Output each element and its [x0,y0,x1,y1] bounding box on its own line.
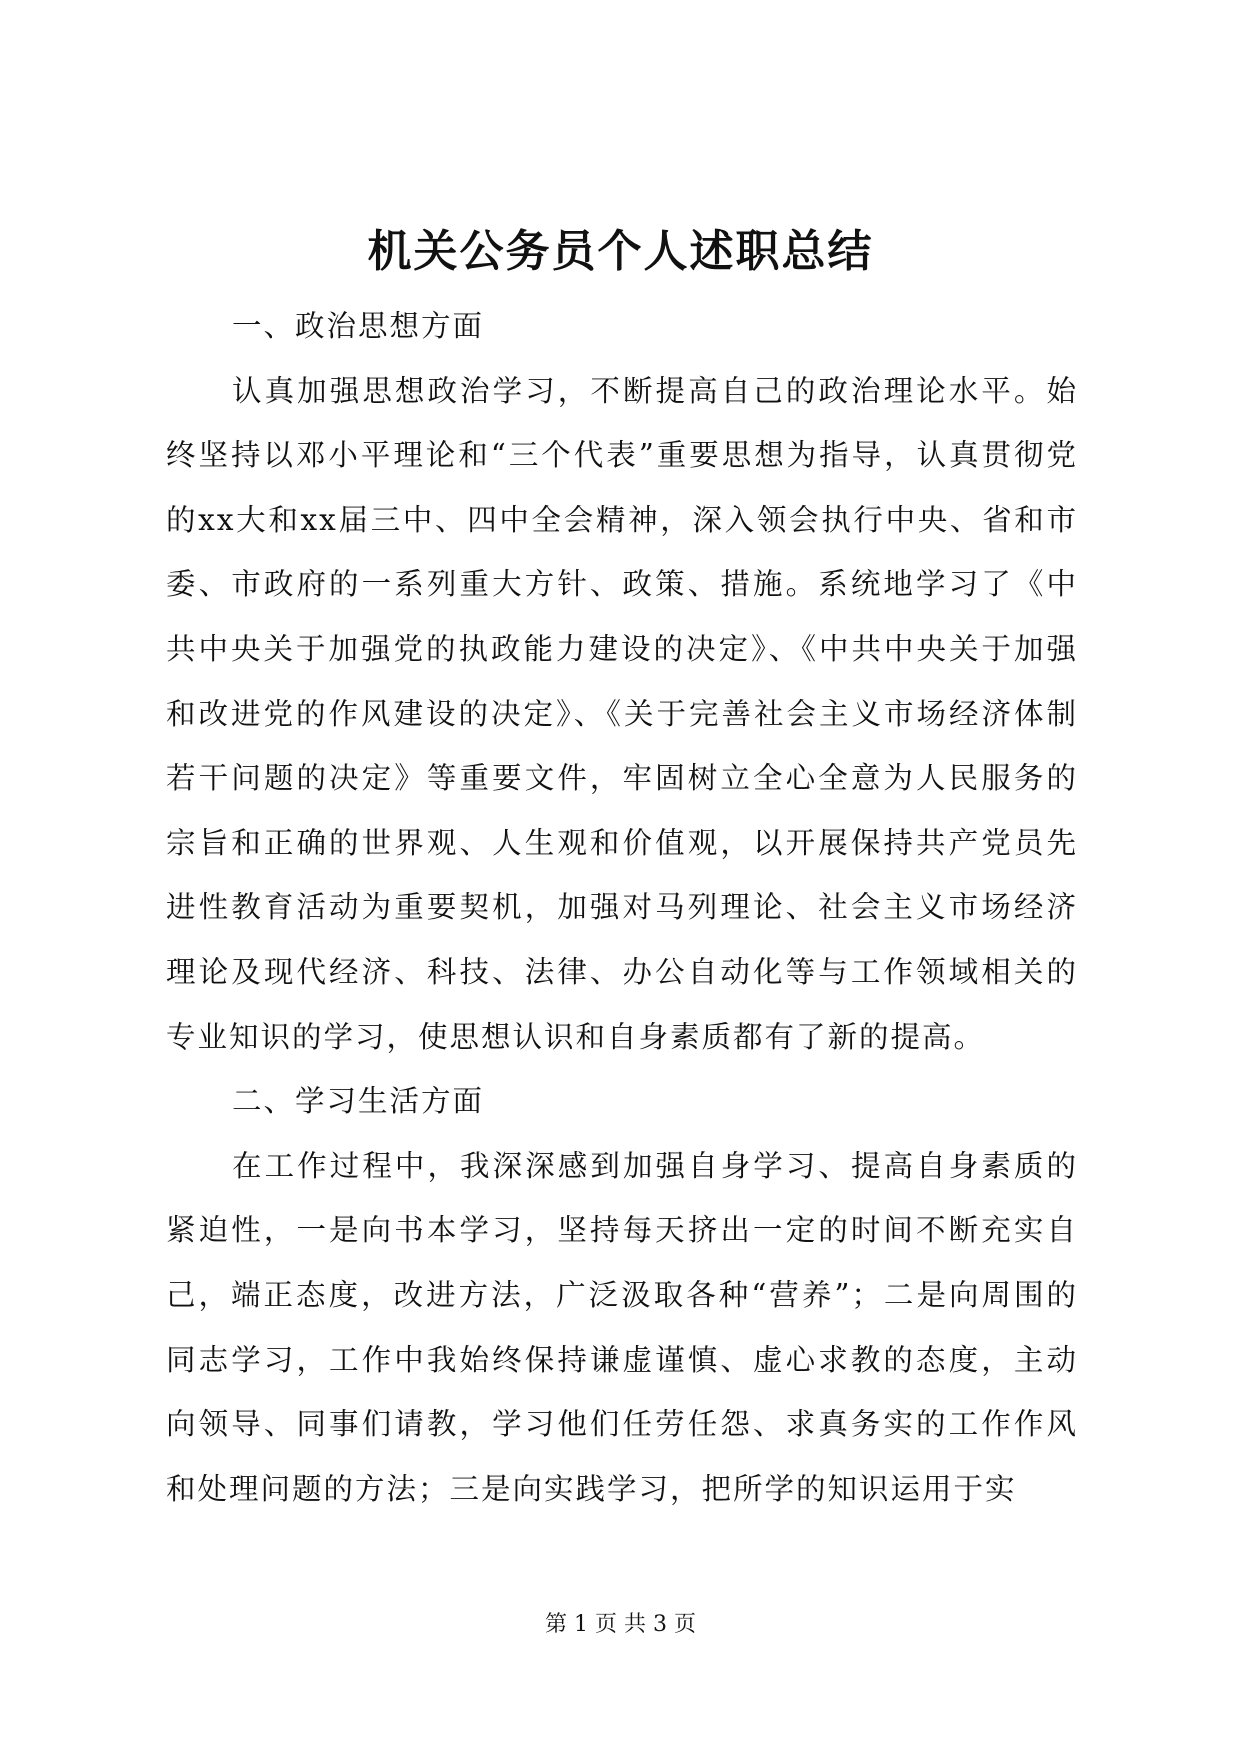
document-title: 机关公务员个人述职总结 [367,226,874,277]
section-heading-politics: 一、政治思想方面 [232,309,485,343]
paragraph-study: 在工作过程中，我深深感到加强自身学习、提高自身素质的紧迫性，一是向书本学习，坚持每天挤出一定的时间不断充实自己，端正态度，改进方法，广泛汲取各种“营养”；二是向周围的同志学习，工作中我始终保持谦虚谨慎、虚心求教的态度，主动向领导、同事们请教，学习他们任劳任怨、求真务实的工作作风和处理问题的方法；三是向实践学习，把所学的知识运用于实 [166,1148,1078,1506]
page-footer: 第 1 页 共 3 页 [545,1612,696,1637]
paragraph-politics: 认真加强思想政治学习，不断提高自己的政治理论水平。始终坚持以邓小平理论和“三个代表”重要思想为指导，认真贯彻党的xx大和xx届三中、四中全会精神，深入领会执行中央、省和市委、市政府的一系列重大方针、政策、措施。系统地学习了《中共中央关于加强党的执政能力建设的决定》、《中共中央关于加强和改进党的作风建设的决定》、《关于完善社会主义市场经济体制若干问题的决定》等重要文件，牢固树立全心全意为人民服务的宗旨和正确的世界观、人生观和价值观，以开展保持共产党员先进性教育活动为重要契机，加强对马列理论、社会主义市场经济理论及现代经济、科技、法律、办公自动化等与工作领域相关的专业知识的学习，使思想认识和自身素质都有了新的提高。 [166,373,1078,1054]
section-heading-study: 二、学习生活方面 [232,1084,485,1119]
document-body [166,294,1078,1521]
